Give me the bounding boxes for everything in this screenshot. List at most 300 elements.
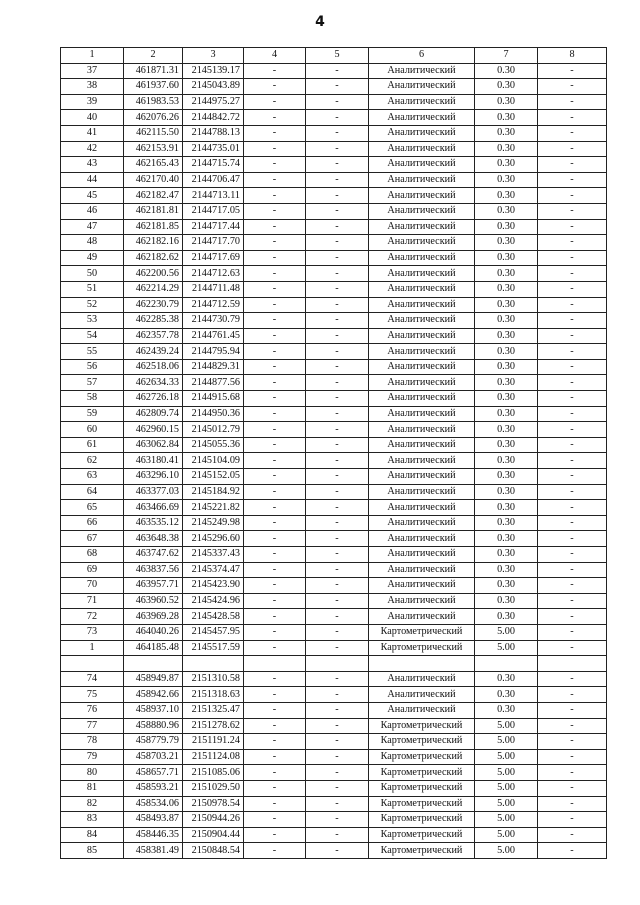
header-row	[61, 48, 607, 64]
x-coordinate-cell: 458534.06	[124, 796, 183, 812]
x-coordinate-cell: 461937.60	[124, 79, 183, 95]
point-number-cell: 40	[61, 110, 124, 126]
point-number-cell: 47	[61, 219, 124, 235]
col8-cell: -	[538, 250, 607, 266]
y-coordinate-cell: 2144735.01	[183, 141, 244, 157]
accuracy-cell: 5.00	[475, 827, 538, 843]
y-coordinate-cell: 2144715.74	[183, 157, 244, 173]
point-number-cell: 55	[61, 344, 124, 360]
col8-cell: -	[538, 609, 607, 625]
method-cell: Аналитический	[369, 110, 475, 126]
table-row	[61, 375, 607, 391]
point-number-cell: 39	[61, 94, 124, 110]
col4-cell: -	[244, 328, 306, 344]
method-cell: Аналитический	[369, 188, 475, 204]
point-number-cell: 74	[61, 671, 124, 687]
y-coordinate-cell	[183, 656, 244, 672]
col5-cell: -	[306, 484, 369, 500]
y-coordinate-cell: 2145043.89	[183, 79, 244, 95]
point-number-cell: 85	[61, 843, 124, 859]
x-coordinate-cell: 462170.40	[124, 172, 183, 188]
method-cell: Аналитический	[369, 328, 475, 344]
col4-cell: -	[244, 687, 306, 703]
table-row	[61, 157, 607, 173]
x-coordinate-cell: 462726.18	[124, 391, 183, 407]
point-number-cell: 78	[61, 734, 124, 750]
y-coordinate-cell: 2144717.70	[183, 235, 244, 251]
col8-cell: -	[538, 437, 607, 453]
col5-cell: -	[306, 110, 369, 126]
point-number-cell: 49	[61, 250, 124, 266]
method-cell: Аналитический	[369, 172, 475, 188]
x-coordinate-cell: 463969.28	[124, 609, 183, 625]
y-coordinate-cell: 2145221.82	[183, 500, 244, 516]
y-coordinate-cell: 2144711.48	[183, 281, 244, 297]
col4-cell: -	[244, 484, 306, 500]
accuracy-cell: 0.30	[475, 313, 538, 329]
col8-cell: -	[538, 94, 607, 110]
col5-cell: -	[306, 141, 369, 157]
table-row	[61, 843, 607, 859]
x-coordinate-cell: 462115.50	[124, 125, 183, 141]
x-coordinate-cell: 462634.33	[124, 375, 183, 391]
col5-cell: -	[306, 359, 369, 375]
accuracy-cell: 5.00	[475, 640, 538, 656]
col5-cell: -	[306, 79, 369, 95]
table-row	[61, 344, 607, 360]
method-cell: Аналитический	[369, 437, 475, 453]
col8-cell: -	[538, 469, 607, 485]
table-row	[61, 110, 607, 126]
column-header: 8	[538, 48, 607, 64]
col5-cell: -	[306, 453, 369, 469]
y-coordinate-cell: 2150904.44	[183, 827, 244, 843]
col4-cell: -	[244, 437, 306, 453]
col8-cell: -	[538, 562, 607, 578]
col5-cell: -	[306, 515, 369, 531]
point-number-cell: 80	[61, 765, 124, 781]
table-row	[61, 734, 607, 750]
table-row	[61, 203, 607, 219]
method-cell: Аналитический	[369, 578, 475, 594]
method-cell: Аналитический	[369, 79, 475, 95]
point-number-cell: 58	[61, 391, 124, 407]
col8-cell: -	[538, 515, 607, 531]
col5-cell: -	[306, 63, 369, 79]
col5-cell: -	[306, 624, 369, 640]
y-coordinate-cell: 2151318.63	[183, 687, 244, 703]
col8-cell: -	[538, 702, 607, 718]
accuracy-cell: 5.00	[475, 624, 538, 640]
col5-cell: -	[306, 328, 369, 344]
col5-cell: -	[306, 391, 369, 407]
col8-cell: -	[538, 406, 607, 422]
col4-cell: -	[244, 94, 306, 110]
point-number-cell: 77	[61, 718, 124, 734]
col5-cell: -	[306, 406, 369, 422]
y-coordinate-cell: 2144788.13	[183, 125, 244, 141]
x-coordinate-cell: 462200.56	[124, 266, 183, 282]
accuracy-cell: 0.30	[475, 63, 538, 79]
table-row	[61, 531, 607, 547]
point-number-cell: 76	[61, 702, 124, 718]
table-row	[61, 484, 607, 500]
method-cell: Аналитический	[369, 235, 475, 251]
col5-cell: -	[306, 297, 369, 313]
point-number-cell: 71	[61, 593, 124, 609]
x-coordinate-cell: 463296.10	[124, 469, 183, 485]
y-coordinate-cell: 2145517.59	[183, 640, 244, 656]
col4-cell: -	[244, 266, 306, 282]
point-number-cell: 73	[61, 624, 124, 640]
method-cell: Аналитический	[369, 344, 475, 360]
method-cell: Картометрический	[369, 640, 475, 656]
accuracy-cell: 5.00	[475, 796, 538, 812]
table-row	[61, 687, 607, 703]
col8-cell: -	[538, 765, 607, 781]
point-number-cell: 75	[61, 687, 124, 703]
accuracy-cell: 0.30	[475, 203, 538, 219]
col4-cell: -	[244, 281, 306, 297]
col4-cell: -	[244, 562, 306, 578]
col5-cell: -	[306, 578, 369, 594]
col8-cell: -	[538, 547, 607, 563]
col8-cell: -	[538, 281, 607, 297]
point-number-cell: 45	[61, 188, 124, 204]
y-coordinate-cell: 2151124.08	[183, 749, 244, 765]
accuracy-cell: 0.30	[475, 110, 538, 126]
x-coordinate-cell: 463960.52	[124, 593, 183, 609]
method-cell: Аналитический	[369, 94, 475, 110]
method-cell: Картометрический	[369, 812, 475, 828]
col8-cell: -	[538, 624, 607, 640]
page-number: 4	[315, 14, 325, 30]
accuracy-cell: 5.00	[475, 718, 538, 734]
column-header: 7	[475, 48, 538, 64]
point-number-cell: 38	[61, 79, 124, 95]
y-coordinate-cell: 2145249.98	[183, 515, 244, 531]
table-row	[61, 250, 607, 266]
col4-cell: -	[244, 125, 306, 141]
table-row	[61, 469, 607, 485]
point-number-cell: 42	[61, 141, 124, 157]
col8-cell: -	[538, 359, 607, 375]
col5-cell: -	[306, 671, 369, 687]
x-coordinate-cell: 462165.43	[124, 157, 183, 173]
table-row	[61, 453, 607, 469]
y-coordinate-cell: 2144877.56	[183, 375, 244, 391]
x-coordinate-cell: 462182.62	[124, 250, 183, 266]
col8-cell: -	[538, 780, 607, 796]
method-cell: Аналитический	[369, 391, 475, 407]
y-coordinate-cell: 2145139.17	[183, 63, 244, 79]
point-number-cell: 63	[61, 469, 124, 485]
col8-cell: -	[538, 375, 607, 391]
accuracy-cell: 0.30	[475, 500, 538, 516]
y-coordinate-cell: 2144730.79	[183, 313, 244, 329]
x-coordinate-cell: 463648.38	[124, 531, 183, 547]
col5-cell	[306, 656, 369, 672]
y-coordinate-cell: 2150944.26	[183, 812, 244, 828]
y-coordinate-cell: 2145424.96	[183, 593, 244, 609]
y-coordinate-cell: 2144717.05	[183, 203, 244, 219]
col8-cell: -	[538, 500, 607, 516]
col5-cell: -	[306, 437, 369, 453]
col5-cell: -	[306, 235, 369, 251]
method-cell: Аналитический	[369, 63, 475, 79]
col8-cell: -	[538, 843, 607, 859]
table-row	[61, 313, 607, 329]
accuracy-cell: 5.00	[475, 812, 538, 828]
col8-cell: -	[538, 484, 607, 500]
method-cell: Аналитический	[369, 484, 475, 500]
y-coordinate-cell: 2144713.11	[183, 188, 244, 204]
point-number-cell: 59	[61, 406, 124, 422]
col4-cell: -	[244, 843, 306, 859]
point-number-cell: 83	[61, 812, 124, 828]
col5-cell: -	[306, 157, 369, 173]
col5-cell: -	[306, 593, 369, 609]
table-row	[61, 578, 607, 594]
accuracy-cell: 0.30	[475, 157, 538, 173]
col4-cell: -	[244, 250, 306, 266]
x-coordinate-cell: 458937.10	[124, 702, 183, 718]
column-header: 3	[183, 48, 244, 64]
col4-cell: -	[244, 422, 306, 438]
col8-cell: -	[538, 687, 607, 703]
col4-cell: -	[244, 63, 306, 79]
col4-cell	[244, 656, 306, 672]
col5-cell: -	[306, 250, 369, 266]
table-row	[61, 500, 607, 516]
col5-cell: -	[306, 843, 369, 859]
y-coordinate-cell: 2144717.44	[183, 219, 244, 235]
table-row	[61, 562, 607, 578]
point-number-cell: 82	[61, 796, 124, 812]
x-coordinate-cell: 458779.79	[124, 734, 183, 750]
y-coordinate-cell: 2144915.68	[183, 391, 244, 407]
x-coordinate-cell: 458593.21	[124, 780, 183, 796]
col8-cell: -	[538, 266, 607, 282]
col5-cell: -	[306, 687, 369, 703]
col4-cell: -	[244, 313, 306, 329]
col5-cell: -	[306, 734, 369, 750]
y-coordinate-cell: 2144712.59	[183, 297, 244, 313]
x-coordinate-cell: 458703.21	[124, 749, 183, 765]
accuracy-cell	[475, 656, 538, 672]
table-row	[61, 640, 607, 656]
accuracy-cell: 0.30	[475, 453, 538, 469]
col5-cell: -	[306, 562, 369, 578]
col5-cell: -	[306, 281, 369, 297]
method-cell: Картометрический	[369, 718, 475, 734]
col8-cell: -	[538, 188, 607, 204]
method-cell: Аналитический	[369, 515, 475, 531]
x-coordinate-cell: 462357.78	[124, 328, 183, 344]
col8-cell: -	[538, 531, 607, 547]
accuracy-cell: 0.30	[475, 547, 538, 563]
x-coordinate-cell: 462214.29	[124, 281, 183, 297]
x-coordinate-cell: 464040.26	[124, 624, 183, 640]
point-number-cell: 52	[61, 297, 124, 313]
table-row	[61, 79, 607, 95]
y-coordinate-cell: 2145457.95	[183, 624, 244, 640]
method-cell: Картометрический	[369, 734, 475, 750]
col5-cell: -	[306, 640, 369, 656]
method-cell: Картометрический	[369, 796, 475, 812]
x-coordinate-cell: 463062.84	[124, 437, 183, 453]
col4-cell: -	[244, 593, 306, 609]
point-number-cell: 67	[61, 531, 124, 547]
col4-cell: -	[244, 671, 306, 687]
method-cell: Аналитический	[369, 141, 475, 157]
accuracy-cell: 0.30	[475, 375, 538, 391]
col8-cell: -	[538, 671, 607, 687]
method-cell: Аналитический	[369, 593, 475, 609]
table-row	[61, 749, 607, 765]
method-cell: Аналитический	[369, 125, 475, 141]
col5-cell: -	[306, 94, 369, 110]
y-coordinate-cell: 2144706.47	[183, 172, 244, 188]
table-row	[61, 266, 607, 282]
col4-cell: -	[244, 827, 306, 843]
method-cell: Аналитический	[369, 359, 475, 375]
col4-cell: -	[244, 531, 306, 547]
coordinates-table	[60, 47, 607, 859]
table-row	[61, 422, 607, 438]
col5-cell: -	[306, 749, 369, 765]
col8-cell: -	[538, 640, 607, 656]
y-coordinate-cell: 2144795.94	[183, 344, 244, 360]
method-cell: Аналитический	[369, 281, 475, 297]
x-coordinate-cell: 462230.79	[124, 297, 183, 313]
col5-cell: -	[306, 812, 369, 828]
table-row	[61, 281, 607, 297]
col8-cell: -	[538, 593, 607, 609]
table-row	[61, 656, 607, 672]
col8-cell: -	[538, 827, 607, 843]
table-row	[61, 718, 607, 734]
accuracy-cell: 0.30	[475, 593, 538, 609]
col4-cell: -	[244, 110, 306, 126]
col4-cell: -	[244, 609, 306, 625]
accuracy-cell: 5.00	[475, 749, 538, 765]
col8-cell: -	[538, 453, 607, 469]
table-row	[61, 437, 607, 453]
table-row	[61, 515, 607, 531]
method-cell: Картометрический	[369, 780, 475, 796]
method-cell: Аналитический	[369, 453, 475, 469]
col4-cell: -	[244, 235, 306, 251]
accuracy-cell: 0.30	[475, 281, 538, 297]
column-header: 5	[306, 48, 369, 64]
col5-cell: -	[306, 422, 369, 438]
col5-cell: -	[306, 219, 369, 235]
table-row	[61, 593, 607, 609]
accuracy-cell: 0.30	[475, 141, 538, 157]
accuracy-cell: 0.30	[475, 515, 538, 531]
accuracy-cell: 5.00	[475, 765, 538, 781]
x-coordinate-cell: 463535.12	[124, 515, 183, 531]
col8-cell: -	[538, 344, 607, 360]
x-coordinate-cell: 463957.71	[124, 578, 183, 594]
accuracy-cell: 5.00	[475, 843, 538, 859]
x-coordinate-cell: 463837.56	[124, 562, 183, 578]
col5-cell: -	[306, 313, 369, 329]
col8-cell: -	[538, 110, 607, 126]
method-cell: Аналитический	[369, 500, 475, 516]
col4-cell: -	[244, 375, 306, 391]
x-coordinate-cell: 462518.06	[124, 359, 183, 375]
x-coordinate-cell: 463180.41	[124, 453, 183, 469]
point-number-cell: 81	[61, 780, 124, 796]
col4-cell: -	[244, 359, 306, 375]
col5-cell: -	[306, 344, 369, 360]
col5-cell: -	[306, 702, 369, 718]
point-number-cell: 70	[61, 578, 124, 594]
table-row	[61, 780, 607, 796]
col8-cell: -	[538, 79, 607, 95]
table-row	[61, 63, 607, 79]
col4-cell: -	[244, 453, 306, 469]
table-row	[61, 359, 607, 375]
col5-cell: -	[306, 203, 369, 219]
point-number-cell: 43	[61, 157, 124, 173]
col8-cell: -	[538, 734, 607, 750]
method-cell: Аналитический	[369, 297, 475, 313]
y-coordinate-cell: 2145184.92	[183, 484, 244, 500]
y-coordinate-cell: 2151325.47	[183, 702, 244, 718]
x-coordinate-cell: 458493.87	[124, 812, 183, 828]
point-number-cell: 51	[61, 281, 124, 297]
y-coordinate-cell: 2144950.36	[183, 406, 244, 422]
y-coordinate-cell: 2151085.06	[183, 765, 244, 781]
x-coordinate-cell: 458942.66	[124, 687, 183, 703]
x-coordinate-cell: 462181.85	[124, 219, 183, 235]
col4-cell: -	[244, 640, 306, 656]
x-coordinate-cell: 458657.71	[124, 765, 183, 781]
point-number-cell: 79	[61, 749, 124, 765]
accuracy-cell: 0.30	[475, 219, 538, 235]
col5-cell: -	[306, 547, 369, 563]
col4-cell: -	[244, 79, 306, 95]
y-coordinate-cell: 2150848.54	[183, 843, 244, 859]
accuracy-cell: 0.30	[475, 422, 538, 438]
method-cell: Картометрический	[369, 843, 475, 859]
col4-cell: -	[244, 718, 306, 734]
col4-cell: -	[244, 796, 306, 812]
accuracy-cell: 0.30	[475, 125, 538, 141]
y-coordinate-cell: 2145337.43	[183, 547, 244, 563]
point-number-cell: 60	[61, 422, 124, 438]
col4-cell: -	[244, 391, 306, 407]
col4-cell: -	[244, 172, 306, 188]
point-number-cell: 69	[61, 562, 124, 578]
method-cell: Аналитический	[369, 562, 475, 578]
method-cell: Аналитический	[369, 702, 475, 718]
col4-cell: -	[244, 812, 306, 828]
method-cell: Аналитический	[369, 375, 475, 391]
x-coordinate-cell: 462182.16	[124, 235, 183, 251]
method-cell: Аналитический	[369, 250, 475, 266]
table-body	[61, 63, 607, 858]
col5-cell: -	[306, 609, 369, 625]
method-cell: Аналитический	[369, 313, 475, 329]
x-coordinate-cell: 458880.96	[124, 718, 183, 734]
table-row	[61, 172, 607, 188]
accuracy-cell: 0.30	[475, 172, 538, 188]
table-row	[61, 671, 607, 687]
